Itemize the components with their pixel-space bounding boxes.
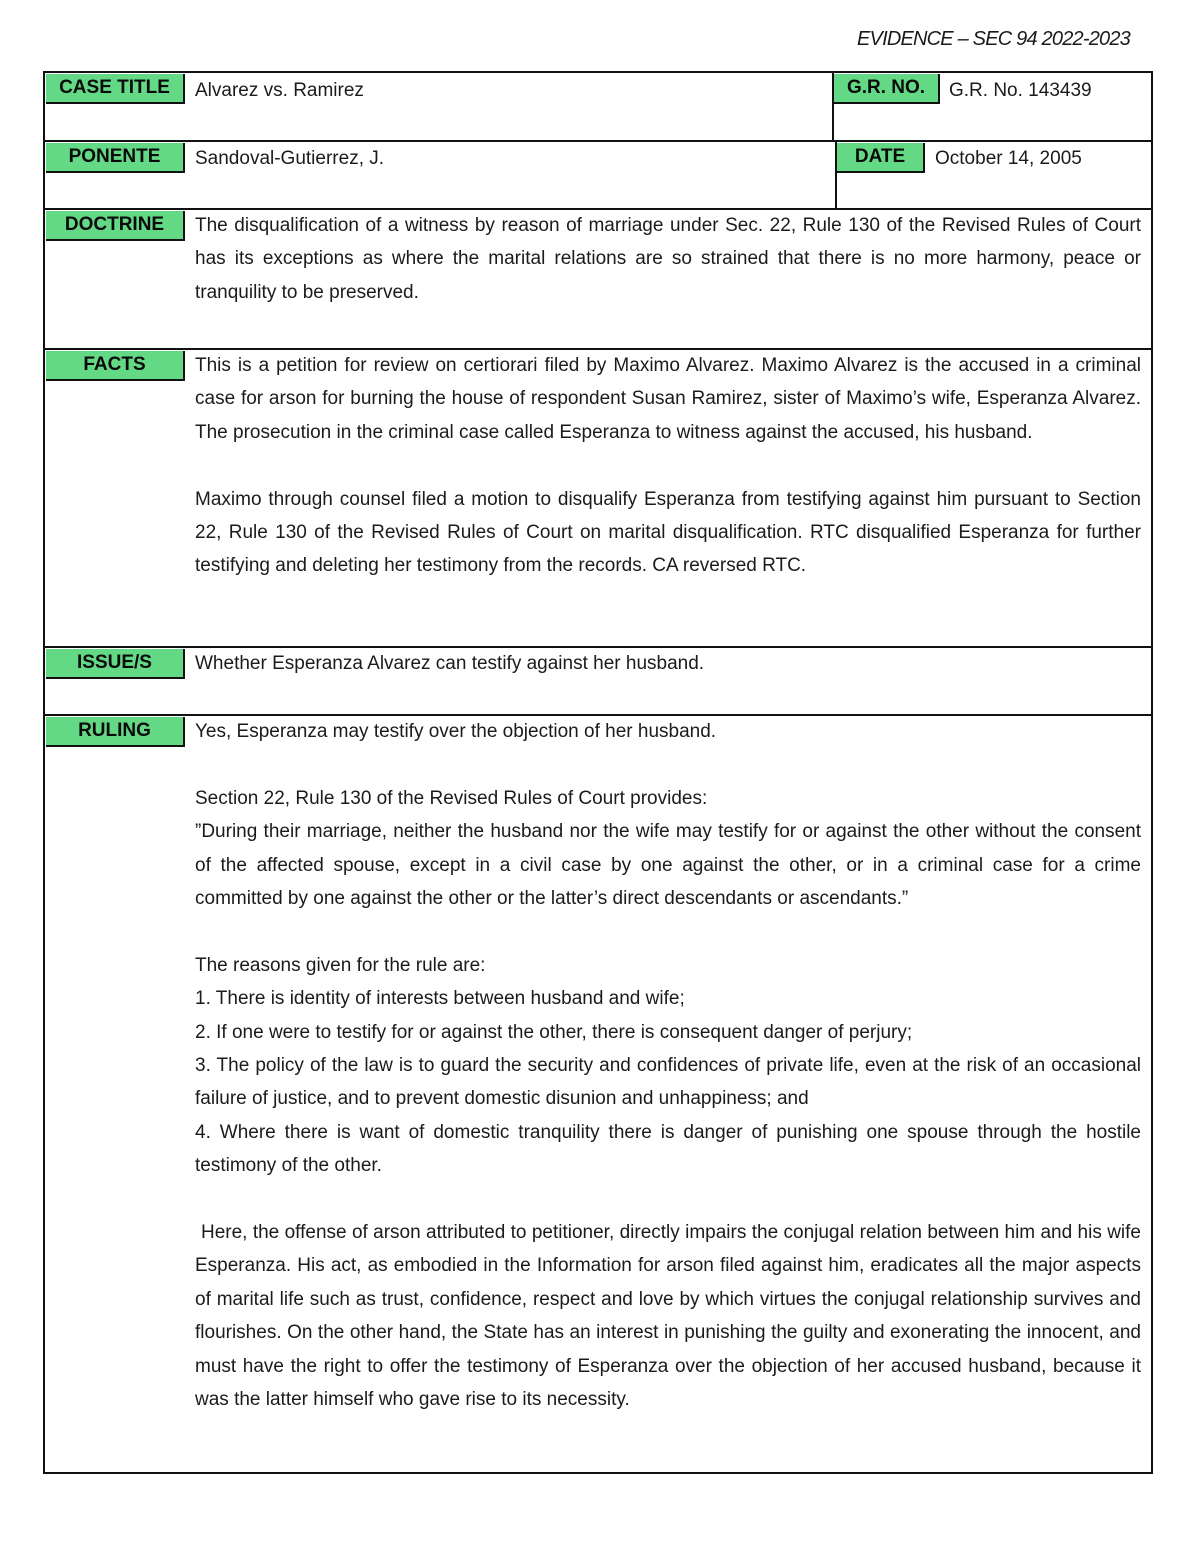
ruling-answer: Yes, Esperanza may testify over the objection of her husband.: [195, 721, 717, 742]
provision-quote: ”During their marriage, neither the husband nor the wife may testify for or against the other without the consent of the affected spouse, except in a civil case by one against the other, or in a criminal case for a crime committed by one against the other or the latter’s direct descendants or ascendants.”: [195, 821, 1141, 910]
issues-row: [45, 646, 1151, 715]
date-value: October 14, 2005: [935, 148, 1082, 169]
facts-paragraph: This is a petition for review on certiorari filed by Maximo Alvarez. Maximo Alvarez is the accused in a criminal case for arson for burning the house of respondent Susan Ramirez, sister of Maximo’s wife, Esperanza Alvarez. The prosecution in the criminal case called Esperanza to witness against the accused, his husband.: [195, 355, 1141, 443]
case-title-value: Alvarez vs. Ramirez: [195, 80, 364, 101]
gr-no-label: G.R. NO.: [834, 74, 940, 104]
reason-item: 4. Where there is want of domestic tranquility there is danger of punishing one spouse through the hostile testimony of the other.: [195, 1121, 1141, 1177]
ruling-row: [45, 714, 1151, 1474]
case-title-row: [45, 73, 1151, 141]
date-label: DATE: [837, 143, 925, 173]
ponente-value: Sandoval-Gutierrez, J.: [195, 148, 385, 169]
case-digest-table: [43, 71, 1153, 1474]
ruling-conclusion: Here, the offense of arson attributed to petitioner, directly impairs the conjugal relation between him and his wife Esperanza. His act, as embodied in the Information for arson filed against him, eradicates all the major aspects of marital life such as trust, confidence, respect and love by which virtues the conjugal relationship survives and flourishes. On the other hand, the State has an interest in punishing the guilty and exonerating the innocent, and must have the right to offer the testimony of Esperanza over the objection of her accused husband, because it was the latter himself who gave rise to its necessity.: [195, 1222, 1141, 1411]
document-header: EVIDENCE – SEC 94 2022-2023: [856, 28, 1130, 50]
reason-item: 2. If one were to testify for or against the other, there is consequent danger of perjury;: [195, 1021, 913, 1043]
ponente-row: [45, 140, 1151, 209]
facts-label: FACTS: [46, 351, 185, 381]
facts-row: [45, 348, 1151, 648]
ruling-label: RULING: [46, 717, 185, 747]
doctrine-row: [45, 208, 1151, 349]
issues-label: ISSUE/S: [46, 649, 185, 679]
reason-item: 1. There is identity of interests between husband and wife;: [195, 988, 685, 1010]
ruling-text: [195, 715, 1141, 1416]
gr-no-value: G.R. No. 143439: [949, 80, 1092, 101]
reasons-intro: The reasons given for the rule are:: [195, 954, 486, 976]
issues-text: Whether Esperanza Alvarez can testify against her husband.: [195, 653, 705, 674]
doctrine-label: DOCTRINE: [46, 211, 185, 241]
reason-item: 3. The policy of the law is to guard the security and confidences of private life, even at the risk of an occasional failure of justice, and to prevent domestic disunion and unhappiness; and: [195, 1055, 1141, 1110]
facts-text: [195, 349, 1141, 583]
case-title-label: CASE TITLE: [46, 74, 185, 104]
facts-paragraph: Maximo through counsel filed a motion to disqualify Esperanza from testifying against him pursuant to Section 22, Rule 130 of the Revised Rules of Court on marital disqualification. RTC disqualified Esperanza for further testifying and deleting her testimony from the records. CA reversed RTC.: [195, 488, 1141, 577]
provision-intro: Section 22, Rule 130 of the Revised Rules of Court provides:: [195, 787, 708, 809]
doctrine-text: The disqualification of a witness by reason of marriage under Sec. 22, Rule 130 of the Revised Rules of Court has its exceptions as where the marital relations are so strained that there is no more harmony, peace or tranquility to be preserved.: [195, 215, 1141, 303]
ponente-label: PONENTE: [46, 143, 185, 173]
